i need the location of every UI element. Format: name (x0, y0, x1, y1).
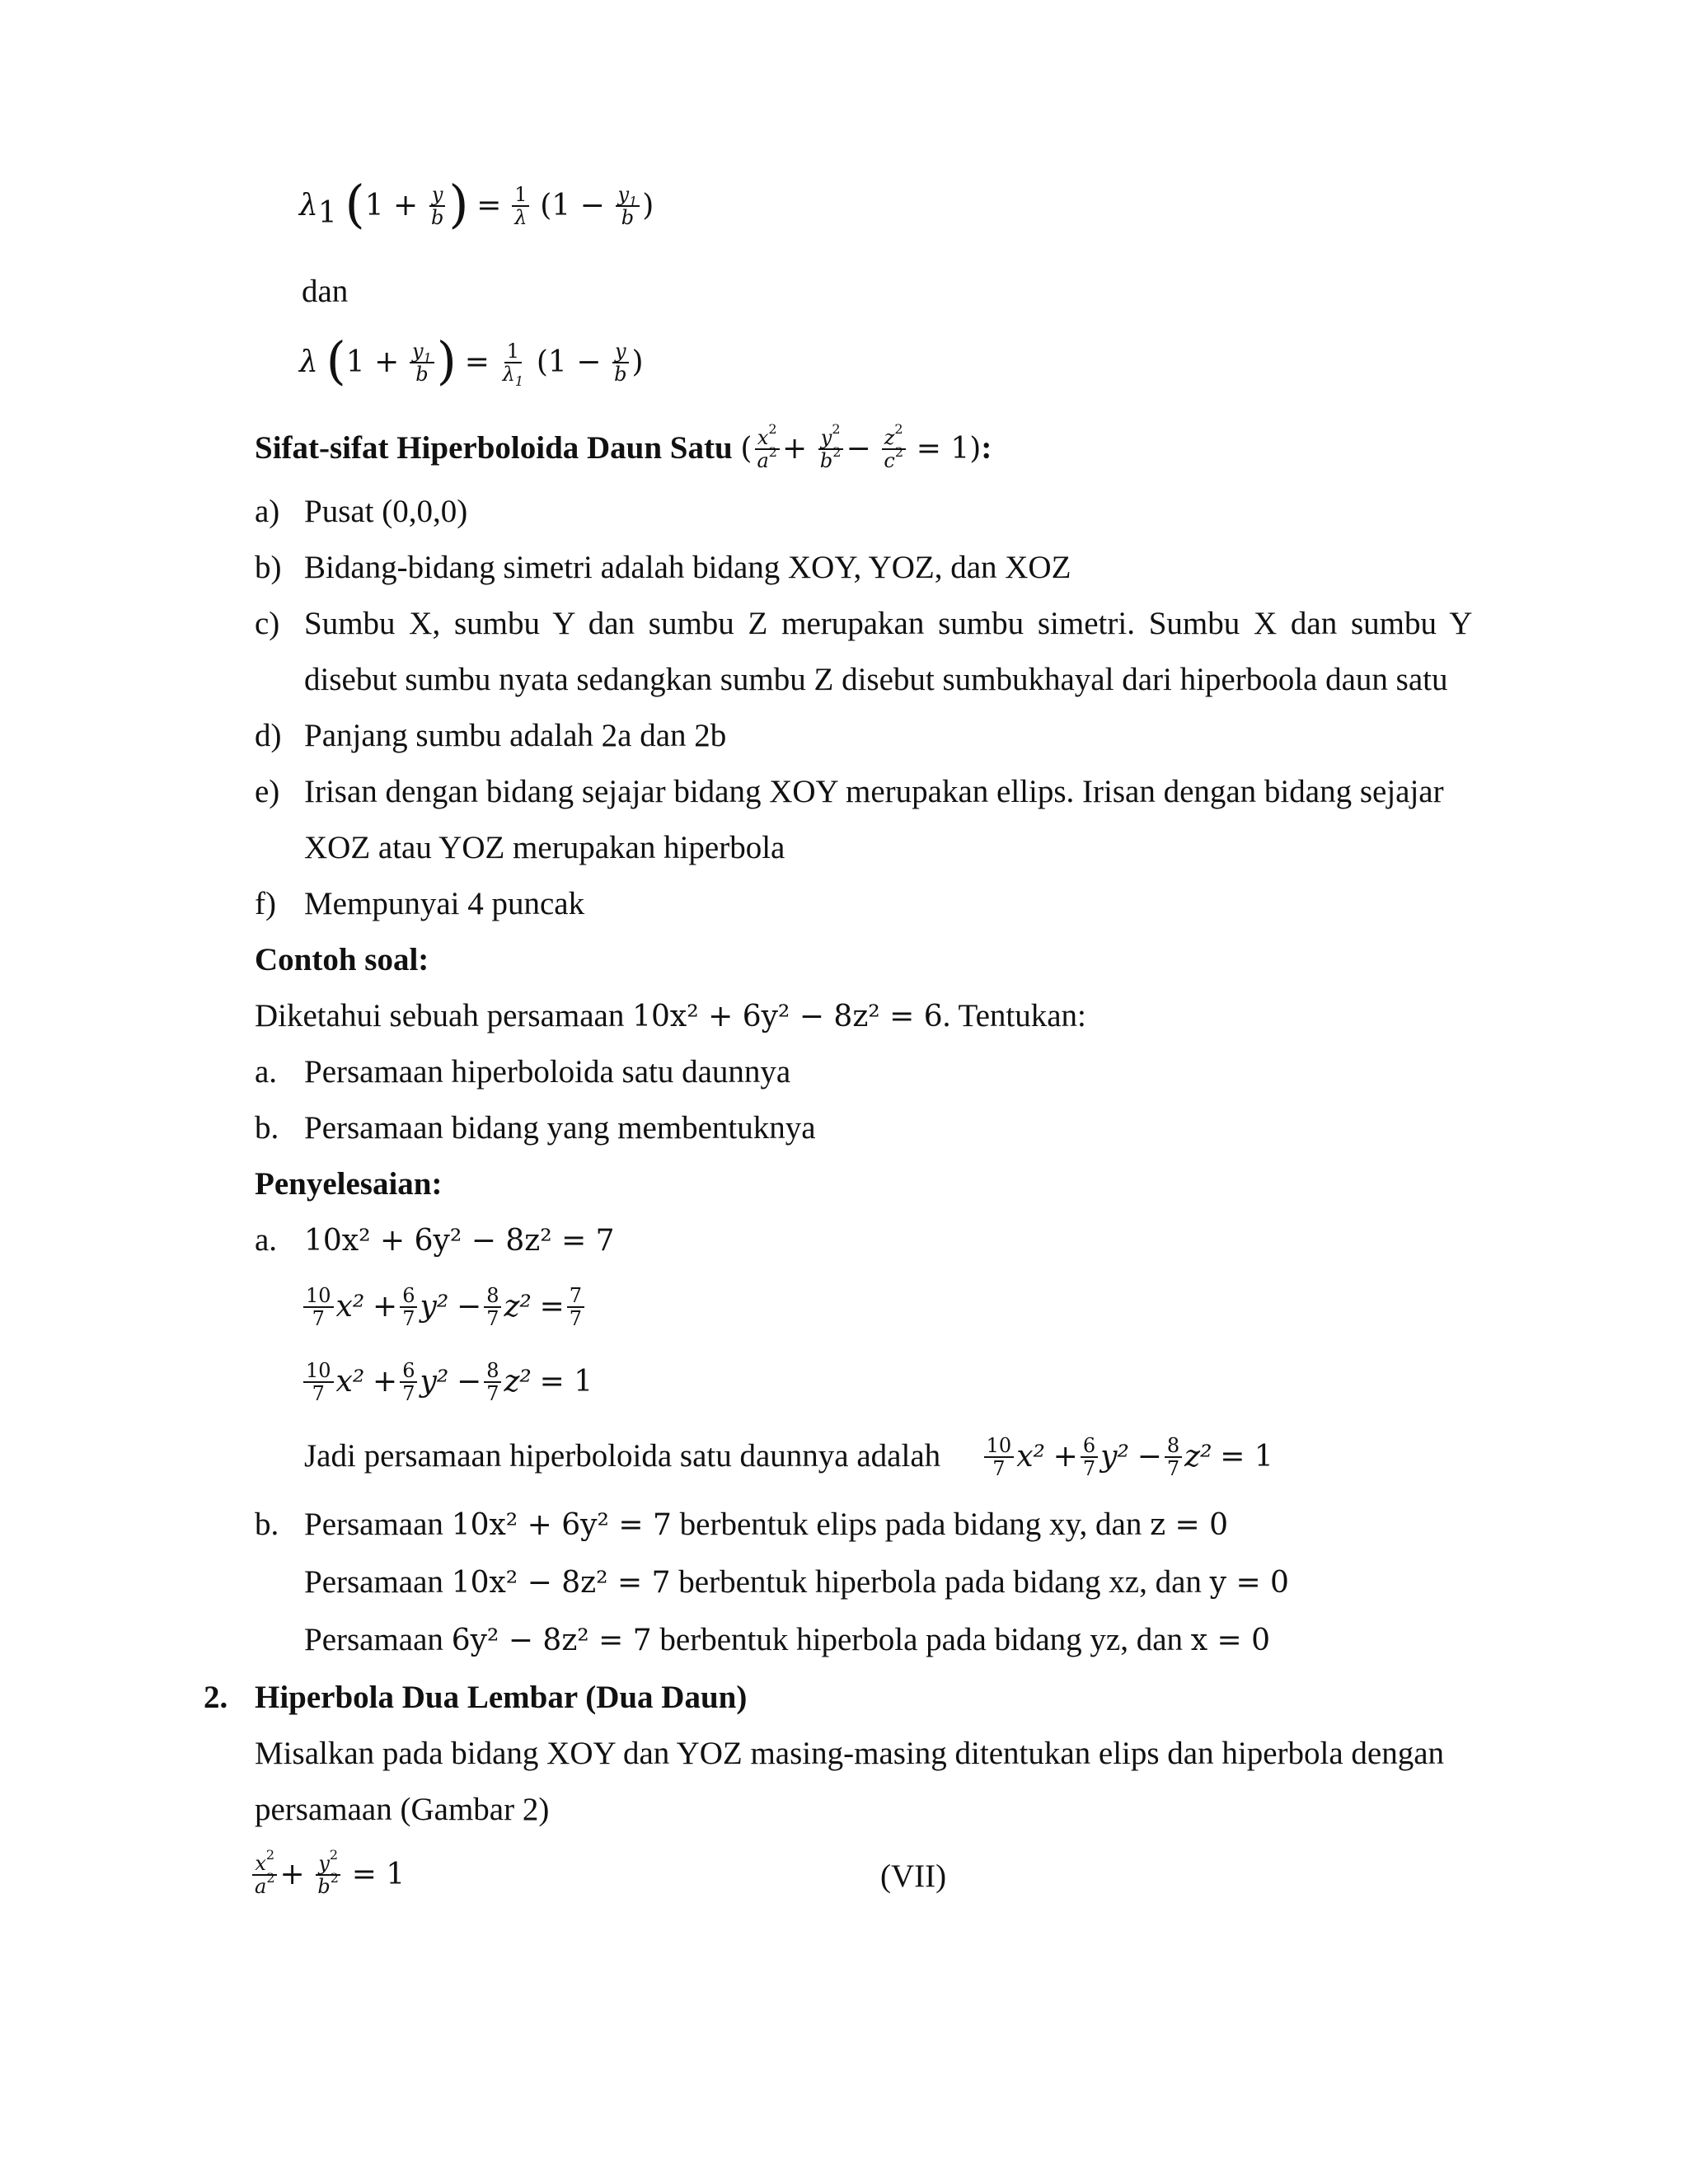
equation-lambda1: $\lambda_1$ (1 + $\frac{y}{b}$ ) = $\frac{1}{\lambda}$ (1 − $\frac{y_1}{b}$ ) (299, 174, 654, 235)
property-d: d) Panjang sumbu adalah 2a dan 2b (255, 718, 727, 753)
solution-b-line1: b. Persamaan 10x² + 6y² = 7 berbentuk elips pada bidang xy, dan z = 0 (255, 1507, 1228, 1542)
property-a: a) Pusat (0,0,0) (255, 494, 468, 529)
solution-a-conclusion: Jadi persamaan hiperboloida satu daunnya adalah $\frac{10}{7}$ x² + $\frac{6}{7}$ y² − $\frac{8}{7}$ z² = 1 (304, 1434, 1273, 1481)
property-f: f) Mempunyai 4 puncak (255, 886, 585, 921)
property-c-continued: disebut sumbu nyata sedangkan sumbu Z disebut sumbukhayal dari hiperboola daun satu (304, 662, 1448, 697)
solution-b-line3: Persamaan 6y² − 8z² = 7 berbentuk hiperbola pada bidang yz, dan x = 0 (304, 1622, 1271, 1657)
misalkan-line1: Misalkan pada bidang XOY dan YOZ masing-masing ditentukan elips dan hiperbola dengan (255, 1736, 1445, 1771)
property-c: c) Sumbu X, sumbu Y dan sumbu Z merupakan sumbu simetri. Sumbu X dan sumbu Y (255, 606, 1473, 641)
misalkan-line2: persamaan (Gambar 2) (255, 1792, 550, 1827)
section-2-heading: 2. Hiperbola Dua Lembar (Dua Daun) (204, 1680, 748, 1715)
property-e-continued: XOZ atau YOZ merupakan hiperbola (304, 830, 785, 865)
penyelesaian-heading: Penyelesaian: (255, 1166, 443, 1202)
equation-vii: $\frac{x^2}{a^2}$ + $\frac{y^2}{b^2}$ = 1 (250, 1854, 405, 1899)
equation-tag-vii: (VII) (880, 1858, 947, 1894)
task-b: b. Persamaan bidang yang membentuknya (255, 1110, 816, 1146)
solution-a-line3: $\frac{10}{7}$ x² + $\frac{6}{7}$ y² − $\frac{8}{7}$ z² = 1 (301, 1361, 593, 1406)
equation-lambda: λ (1 + $\frac{y_1}{b}$ ) = $\frac{1}{\lambda_1}$ (1 − $\frac{y}{b}$ ) (299, 330, 644, 391)
property-b: b) Bidang-bidang simetri adalah bidang XOY, YOZ, dan XOZ (255, 550, 1071, 585)
sifat-heading: Sifat-sifat Hiperboloida Daun Satu ( $\frac{x^2}{a^2}$ + $\frac{y^2}{b^2}$ − $\frac{z^2}{c^2}$ = 1): (255, 421, 992, 473)
dan-text: dan (302, 274, 349, 309)
property-e: e) Irisan dengan bidang sejajar bidang XOY merupakan ellips. Irisan dengan bidang sejajar (255, 774, 1444, 809)
task-a: a. Persamaan hiperboloida satu daunnya (255, 1054, 791, 1090)
diketahui-text: Diketahui sebuah persamaan 10x² + 6y² − 8z² = 6. Tentukan: (255, 998, 1086, 1033)
contoh-soal-heading: Contoh soal: (255, 942, 429, 977)
solution-b-line2: Persamaan 10x² − 8z² = 7 berbentuk hiperbola pada bidang xz, dan y = 0 (304, 1564, 1289, 1600)
solution-a-line2: $\frac{10}{7}$ x² + $\frac{6}{7}$ y² − $\frac{8}{7}$ z² = $\frac{7}{7}$ (301, 1286, 587, 1331)
solution-a-line1: a. 10x² + 6y² − 8z² = 7 (255, 1222, 615, 1258)
